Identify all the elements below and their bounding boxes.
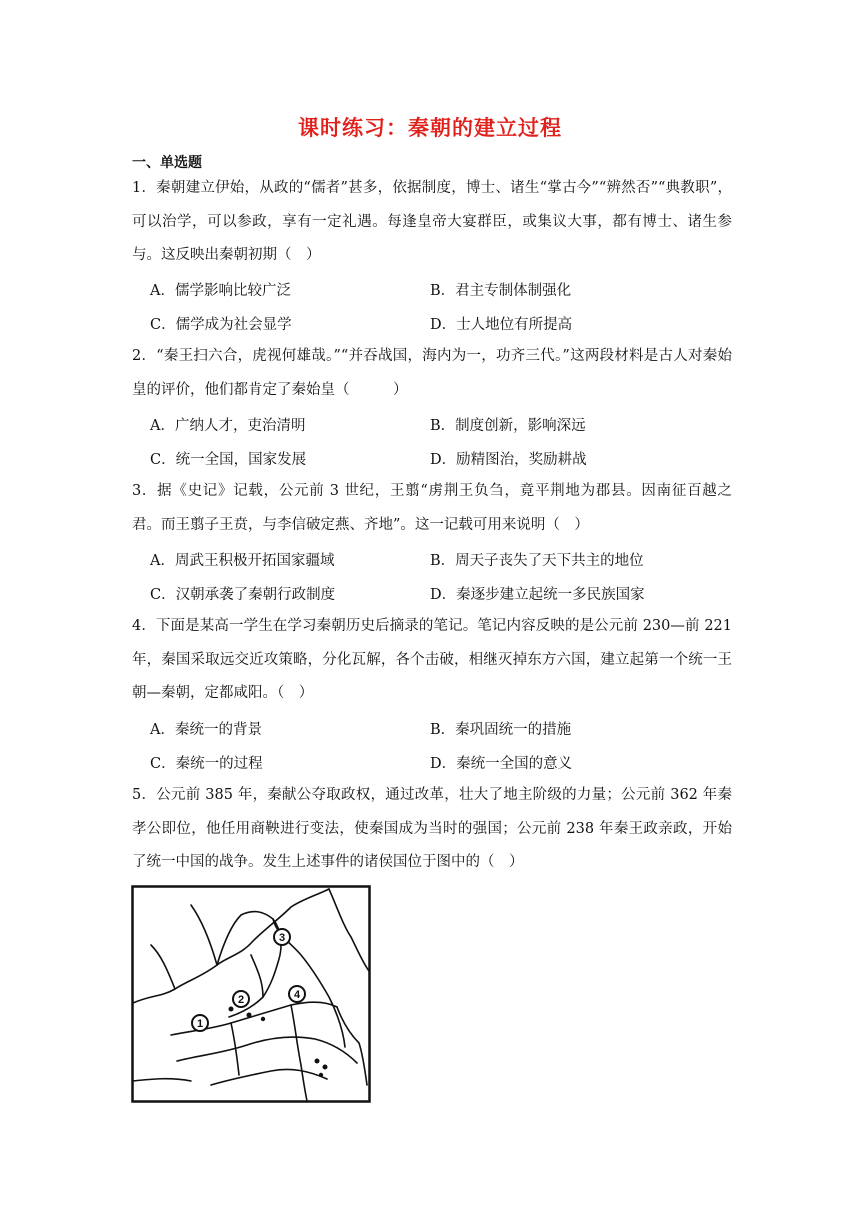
question-4-option-c: C．秦统一的过程 bbox=[150, 756, 263, 772]
historical-map-figure bbox=[131, 885, 371, 1103]
question-1-option-a: A．儒学影响比较广泛 bbox=[150, 283, 291, 299]
question-2-option-d: D．励精图治，奖励耕战 bbox=[430, 452, 587, 468]
map-marker-1: 1 bbox=[196, 1018, 204, 1030]
question-2-option-c: C．统一全国，国家发展 bbox=[150, 452, 307, 468]
map-marker-4: 4 bbox=[293, 989, 301, 1001]
question-3-option-d: D．秦逐步建立起统一多民族国家 bbox=[430, 587, 645, 603]
question-4-option-a: A．秦统一的背景 bbox=[150, 722, 262, 738]
question-3-option-a: A．周武王积极开拓国家疆域 bbox=[150, 553, 335, 569]
map-marker-3: 3 bbox=[278, 932, 286, 944]
question-2-option-a: A．广纳人才，吏治清明 bbox=[150, 418, 306, 434]
document-title: 课时练习：秦朝的建立过程 bbox=[298, 115, 562, 140]
question-4-option-d: D．秦统一全国的意义 bbox=[430, 756, 573, 772]
question-3-option-b: B．周天子丧失了天下共主的地位 bbox=[430, 553, 644, 569]
question-5-stem: 5．公元前 385 年，秦献公夺取政权，通过改革，壮大了地主阶级的力量；公元前 362 年秦孝公即位，他任用商鞅进行变法，使秦国成为当时的强国；公元前 238 年秦王政亲政，开始了统一中国的战争。发生上述事件的诸侯国位于图中的（ ） bbox=[132, 787, 732, 870]
question-1-option-c: C．儒学成为社会显学 bbox=[150, 317, 292, 333]
question-4-stem: 4．下面是某高一学生在学习秦朝历史后摘录的笔记。笔记内容反映的是公元前 230—前 221 年，秦国采取远交近攻策略，分化瓦解，各个击破，相继灭掉东方六国，建立起第一个统一王朝—秦朝，定都咸阳。（ ） bbox=[132, 618, 732, 701]
question-3-option-c: C．汉朝承袭了秦朝行政制度 bbox=[150, 587, 336, 603]
question-1-stem: 1．秦朝建立伊始，从政的“儒者”甚多，依据制度，博士、诸生“掌古今”“辨然否”“典教职”，可以治学，可以参政，享有一定礼遇。每逢皇帝大宴群臣，或集议大事，都有博士、诸生参与。这反映出秦朝初期（ ） bbox=[132, 180, 732, 263]
section-heading: 一、单选题 bbox=[132, 155, 202, 171]
question-2-stem: 2．“秦王扫六合，虎视何雄哉。”“并吞战国，海内为一，功齐三代。”这两段材料是古人对秦始皇的评价，他们都肯定了秦始皇（ ） bbox=[132, 348, 732, 398]
question-3-stem: 3．据《史记》记载，公元前 3 世纪，王翦“虏荆王负刍，竟平荆地为郡县。因南征百越之君。而王翦子王贲，与李信破定燕、齐地”。这一记载可用来说明（ ） bbox=[132, 483, 732, 533]
question-2-option-b: B．制度创新，影响深远 bbox=[430, 418, 586, 434]
question-1-option-b: B．君主专制体制强化 bbox=[430, 283, 572, 299]
question-1-option-d: D．士人地位有所提高 bbox=[430, 317, 573, 333]
question-4-option-b: B．秦巩固统一的措施 bbox=[430, 722, 572, 738]
map-marker-2: 2 bbox=[237, 994, 245, 1006]
